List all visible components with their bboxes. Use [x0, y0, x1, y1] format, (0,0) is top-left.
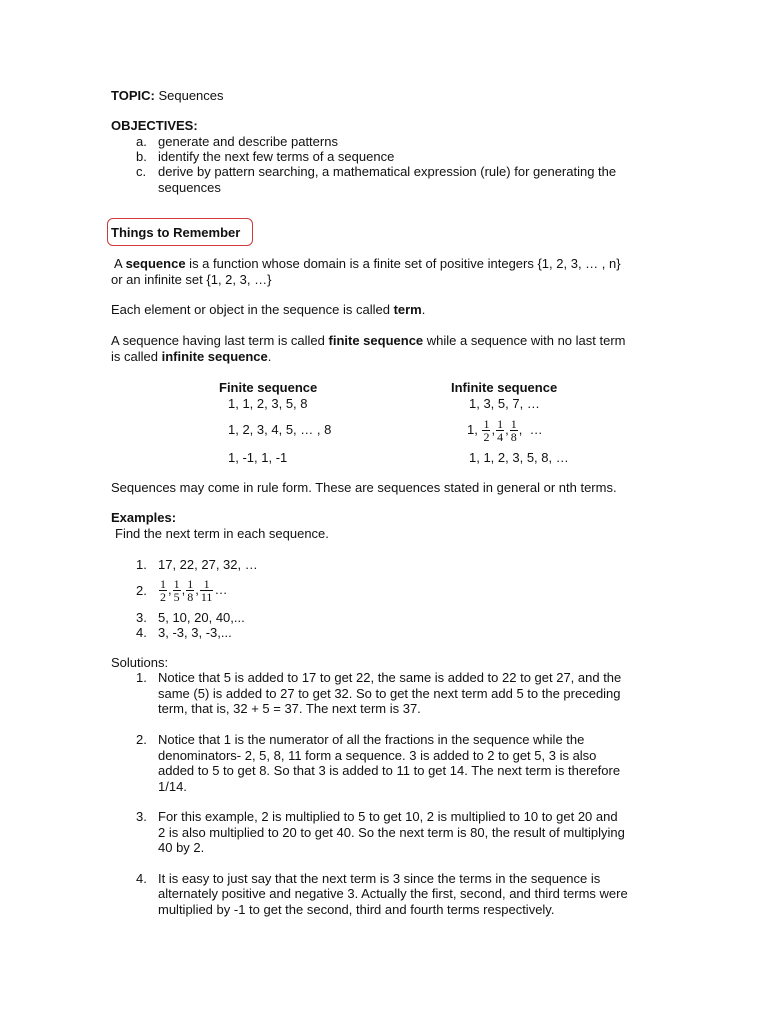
solution-4-line3: multiplied by -1 to get the second, third and fourth terms respectively.	[158, 902, 555, 917]
fraction	[186, 578, 194, 603]
objective-b: identify the next few terms of a sequence	[158, 149, 395, 164]
fraction-denominator: 2	[160, 590, 166, 605]
solution-2-line3: added to 5 to get 8. So that 3 is added to 11 to get 14. The next term is therefore	[158, 763, 621, 778]
fraction	[173, 578, 181, 603]
fraction-numerator: 1	[173, 577, 180, 592]
example-1: 17, 22, 27, 32, …	[158, 557, 258, 572]
fraction-numerator: 1	[187, 577, 194, 592]
solution-1-line3: term, that is, 32 + 5 = 37. The next term is 37.	[158, 701, 421, 716]
def2-post: .	[421, 302, 426, 317]
def3-bold-infinite: infinite sequence	[161, 349, 268, 364]
definition-finite-line1	[111, 333, 625, 349]
solution-marker-1: 1.	[136, 670, 147, 685]
definition-finite-line2	[111, 349, 271, 365]
solution-2-line4: 1/14.	[158, 779, 187, 794]
solutions-heading: Solutions:	[111, 655, 169, 670]
objective-c-line1: derive by pattern searching, a mathematical expression (rule) for generating the	[158, 164, 617, 179]
fraction	[159, 578, 167, 603]
def1-pre: A	[114, 256, 126, 271]
solution-2-line2: denominators- 2, 5, 8, 11 form a sequence. 3 is added to 2 to get 5, 3 is also	[158, 748, 597, 763]
definition-term	[111, 302, 425, 318]
example-4: 3, -3, 3, -3,...	[158, 625, 232, 640]
example-marker-2: 2.	[136, 583, 147, 598]
objective-marker-b: b.	[136, 149, 147, 164]
objective-marker-a: a.	[136, 134, 147, 149]
infinite-sequence-heading: Infinite sequence	[451, 380, 558, 395]
example-marker-3: 3.	[136, 610, 147, 625]
topic-line	[111, 88, 224, 104]
example-marker-1: 1.	[136, 557, 147, 572]
definition-sequence-line1	[114, 256, 621, 272]
def1-bold-sequence: sequence	[125, 256, 186, 271]
def3-pre: A sequence having last term is called	[111, 333, 329, 348]
def1-rest: is a function whose domain is a finite set of positive integers {1, 2, 3, … , n}	[185, 256, 621, 271]
topic-value: Sequences	[158, 88, 224, 103]
solution-2-line1: Notice that 1 is the numerator of all the fractions in the sequence while the	[158, 732, 585, 747]
finite-sequence-heading: Finite sequence	[219, 380, 318, 395]
solution-3-line1: For this example, 2 is multiplied to 5 to get 10, 2 is multiplied to 10 to get 20 and	[158, 809, 618, 824]
solution-4-line2: alternately positive and negative 3. Actually the first, second, and third terms were	[158, 886, 628, 901]
fraction-denominator: 5	[173, 590, 180, 605]
finite-example-1: 1, 1, 2, 3, 5, 8	[228, 396, 308, 411]
def3-line2-pre: is called	[111, 349, 162, 364]
infinite-example-2-lead: 1,	[467, 422, 478, 437]
objectives-heading: OBJECTIVES:	[111, 118, 198, 133]
solution-marker-2: 2.	[136, 732, 147, 747]
fraction	[510, 418, 518, 443]
example-marker-4: 4.	[136, 625, 147, 640]
fraction-denominator: 4	[497, 430, 504, 445]
objective-marker-c: c.	[136, 164, 147, 179]
example-3: 5, 10, 20, 40,...	[158, 610, 245, 625]
finite-example-2: 1, 2, 3, 4, 5, … , 8	[228, 422, 332, 437]
def3-mid: while a sequence with no last term	[423, 333, 626, 348]
def2-bold-term: term	[393, 302, 422, 317]
solution-3-line3: 40 by 2.	[158, 840, 205, 855]
def3-bold-finite: finite sequence	[328, 333, 424, 348]
things-to-remember-title: Things to Remember	[111, 225, 241, 240]
fraction-denominator: 8	[187, 590, 194, 605]
examples-heading: Examples:	[111, 510, 177, 525]
fraction-numerator: 1	[160, 577, 166, 592]
objective-c-line2: sequences	[158, 180, 221, 195]
fraction-denominator: 2	[483, 430, 490, 445]
finite-example-3: 1, -1, 1, -1	[228, 450, 288, 465]
objective-a: generate and describe patterns	[158, 134, 338, 149]
fraction	[496, 418, 504, 443]
fraction-denominator: 11	[200, 590, 213, 605]
solution-marker-4: 4.	[136, 871, 147, 886]
solution-4-line1: It is easy to just say that the next term is 3 since the terms in the sequence is	[158, 871, 601, 886]
definition-sequence-line2: or an infinite set {1, 2, 3, …}	[111, 272, 272, 287]
solution-marker-3: 3.	[136, 809, 147, 824]
fraction	[200, 578, 214, 603]
example-2: $\frac{1}{2}$ , $\frac{1}{5}$ , $\frac{1}{8}$ , $\frac{1}{11}$ …	[160, 577, 228, 605]
def3-post: .	[267, 349, 272, 364]
topic-label: TOPIC:	[111, 88, 155, 103]
fraction-numerator: 1	[483, 417, 490, 432]
infinite-example-2: 1, $\frac{1}{2}$ , $\frac{1}{4}$ , $\frac{1}{8}$ , …	[467, 417, 543, 445]
example-2-tail: …	[214, 582, 228, 597]
infinite-example-2-tail: …	[529, 422, 543, 437]
fraction-numerator: 1	[497, 417, 504, 432]
fraction-denominator: 8	[510, 430, 517, 445]
fraction	[482, 418, 490, 443]
fraction-numerator: 1	[510, 417, 517, 432]
infinite-example-3: 1, 1, 2, 3, 5, 8, …	[469, 450, 569, 465]
solution-3-line2: 2 is also multiplied to 20 to get 40. So the next term is 80, the result of multiplying	[158, 825, 625, 840]
examples-instruction: Find the next term in each sequence.	[115, 526, 329, 541]
fraction-numerator: 1	[203, 577, 210, 592]
solution-1-line2: same (5) is added to 27 to get 32. So to get the next term add 5 to the preceding	[158, 686, 621, 701]
def2-pre: Each element or object in the sequence is called	[111, 302, 394, 317]
rule-form-text: Sequences may come in rule form. These are sequences stated in general or nth terms.	[111, 480, 617, 495]
solution-1-line1: Notice that 5 is added to 17 to get 22, the same is added to 22 to get 27, and the	[158, 670, 622, 685]
infinite-example-1: 1, 3, 5, 7, …	[469, 396, 540, 411]
